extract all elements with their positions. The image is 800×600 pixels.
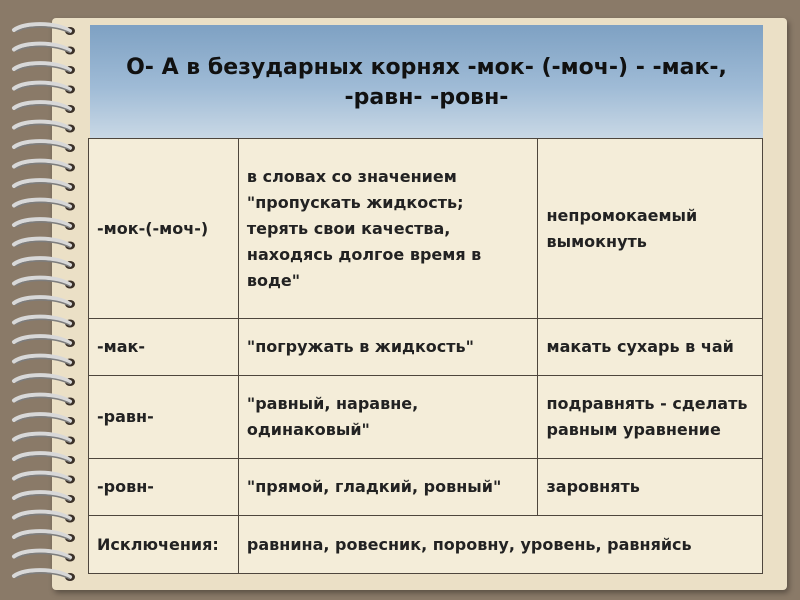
meaning-cell: "погружать в жидкость" (238, 319, 538, 376)
title-line-2: -равн- -ровн- (344, 85, 509, 110)
meaning-cell: в словах со значением "пропускать жидкость; терять свои качества, находясь долгое время в воде" (238, 139, 538, 319)
root-cell: -мок-(-моч-) (89, 139, 239, 319)
title-line-1: О- А в безударных корнях -мок- (-моч-) - -мак-, (126, 55, 727, 80)
rules-table (88, 138, 763, 574)
exceptions-row (89, 516, 763, 574)
root-cell: -равн- (89, 376, 239, 459)
table-row (89, 459, 763, 516)
root-cell: -ровн- (89, 459, 239, 516)
examples-cell: заровнять (538, 459, 763, 516)
meaning-cell: "равный, наравне, одинаковый" (238, 376, 538, 459)
table-row (89, 376, 763, 459)
exceptions-label: Исключения: (89, 516, 239, 574)
exceptions-words: равнина, ровесник, поровну, уровень, равняйсь (238, 516, 762, 574)
examples-cell: подравнять - сделать равным уравнение (538, 376, 763, 459)
table-row (89, 319, 763, 376)
meaning-cell: "прямой, гладкий, ровный" (238, 459, 538, 516)
root-cell: -мак- (89, 319, 239, 376)
spiral-binding-icon (0, 0, 90, 600)
examples-cell: непромокаемый вымокнуть (538, 139, 763, 319)
table-row (89, 139, 763, 319)
header-banner (90, 25, 763, 138)
page-title (90, 53, 763, 113)
examples-cell: макать сухарь в чай (538, 319, 763, 376)
